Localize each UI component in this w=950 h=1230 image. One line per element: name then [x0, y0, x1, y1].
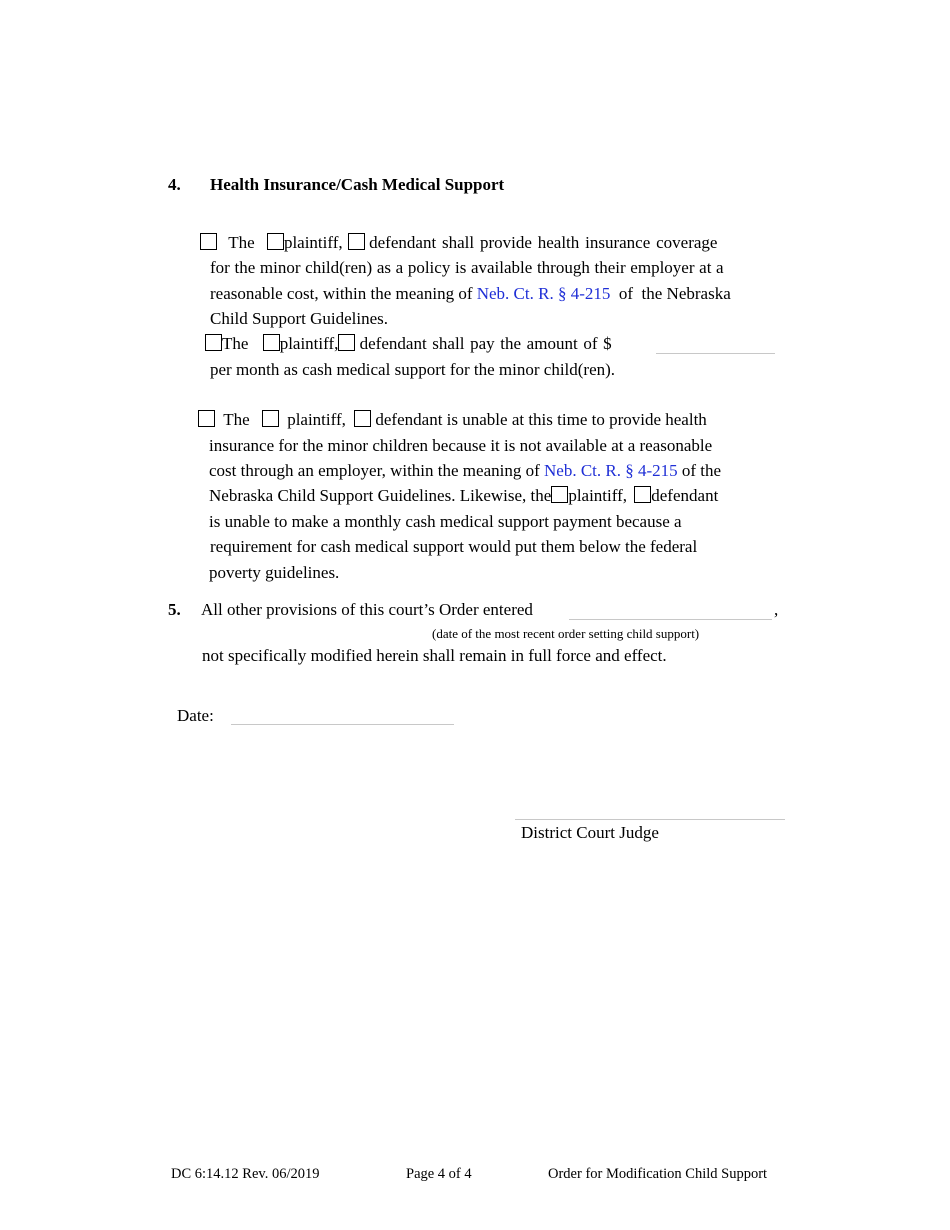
- checkbox-likewise-defendant[interactable]: [634, 486, 651, 503]
- section-5-comma: ,: [774, 600, 779, 619]
- signature-line[interactable]: [515, 819, 785, 820]
- date-field[interactable]: [231, 702, 454, 725]
- para3-line2: insurance for the minor children because it is not available at a reasonable: [209, 436, 713, 455]
- footer-form-id: DC 6:14.12 Rev. 06/2019: [171, 1166, 320, 1182]
- rule-4-215-link-2[interactable]: Neb. Ct. R. § 4-215: [544, 461, 678, 480]
- para3-line6: requirement for cash medical support would put them below the federal: [210, 537, 698, 556]
- para3-line4: Nebraska Child Support Guidelines. Likewise, the plaintiff, defendant: [209, 486, 719, 505]
- footer-page-number: Page 4 of 4: [406, 1166, 472, 1182]
- checkbox-unable-plaintiff[interactable]: [262, 410, 279, 427]
- para3-line3: cost through an employer, within the meaning of Neb. Ct. R. § 4-215 of the: [209, 461, 722, 480]
- section-5-number: 5.: [168, 600, 181, 619]
- order-date-caption: (date of the most recent order setting child support): [432, 626, 700, 641]
- checkbox-cash-plaintiff[interactable]: [263, 334, 280, 351]
- checkbox-cash-defendant[interactable]: [338, 334, 355, 351]
- para1-line2: for the minor child(ren) as a policy is available through their employer at a: [210, 258, 724, 277]
- para1-line1: The plaintiff, defendant shall provide health insurance coverage: [200, 233, 717, 253]
- checkbox-provide-defendant[interactable]: [348, 233, 365, 250]
- para2-line1: The plaintiff, defendant shall pay the amount of $: [205, 334, 612, 354]
- checkbox-cash-medical[interactable]: [205, 334, 222, 351]
- section-5-line2: not specifically modified herein shall remain in full force and effect.: [202, 646, 667, 665]
- checkbox-provide-insurance[interactable]: [200, 233, 217, 250]
- checkbox-unable-insurance[interactable]: [198, 410, 215, 427]
- para3-line7: poverty guidelines.: [209, 563, 340, 582]
- para2-line2: per month as cash medical support for the minor child(ren).: [210, 360, 616, 379]
- signature-label: District Court Judge: [521, 823, 659, 842]
- footer-form-title: Order for Modification Child Support: [548, 1166, 768, 1182]
- section-4-number: 4.: [168, 175, 181, 194]
- order-date-field[interactable]: [569, 597, 772, 620]
- section-5-line1: All other provisions of this court’s Order entered: [201, 600, 533, 619]
- para3-line1: The plaintiff, defendant is unable at this time to provide health: [198, 410, 707, 430]
- para1-line3: reasonable cost, within the meaning of Neb. Ct. R. § 4-215 of the Nebraska: [210, 284, 731, 303]
- checkbox-provide-plaintiff[interactable]: [267, 233, 284, 250]
- date-label: Date:: [177, 706, 214, 725]
- checkbox-unable-defendant[interactable]: [354, 410, 371, 427]
- cash-medical-amount-field[interactable]: [656, 331, 775, 354]
- para1-line4: Child Support Guidelines.: [210, 309, 389, 328]
- para3-line5: is unable to make a monthly cash medical support payment because a: [209, 512, 682, 531]
- checkbox-likewise-plaintiff[interactable]: [551, 486, 568, 503]
- section-4-heading: Health Insurance/Cash Medical Support: [210, 175, 505, 194]
- rule-4-215-link[interactable]: Neb. Ct. R. § 4-215: [476, 284, 611, 303]
